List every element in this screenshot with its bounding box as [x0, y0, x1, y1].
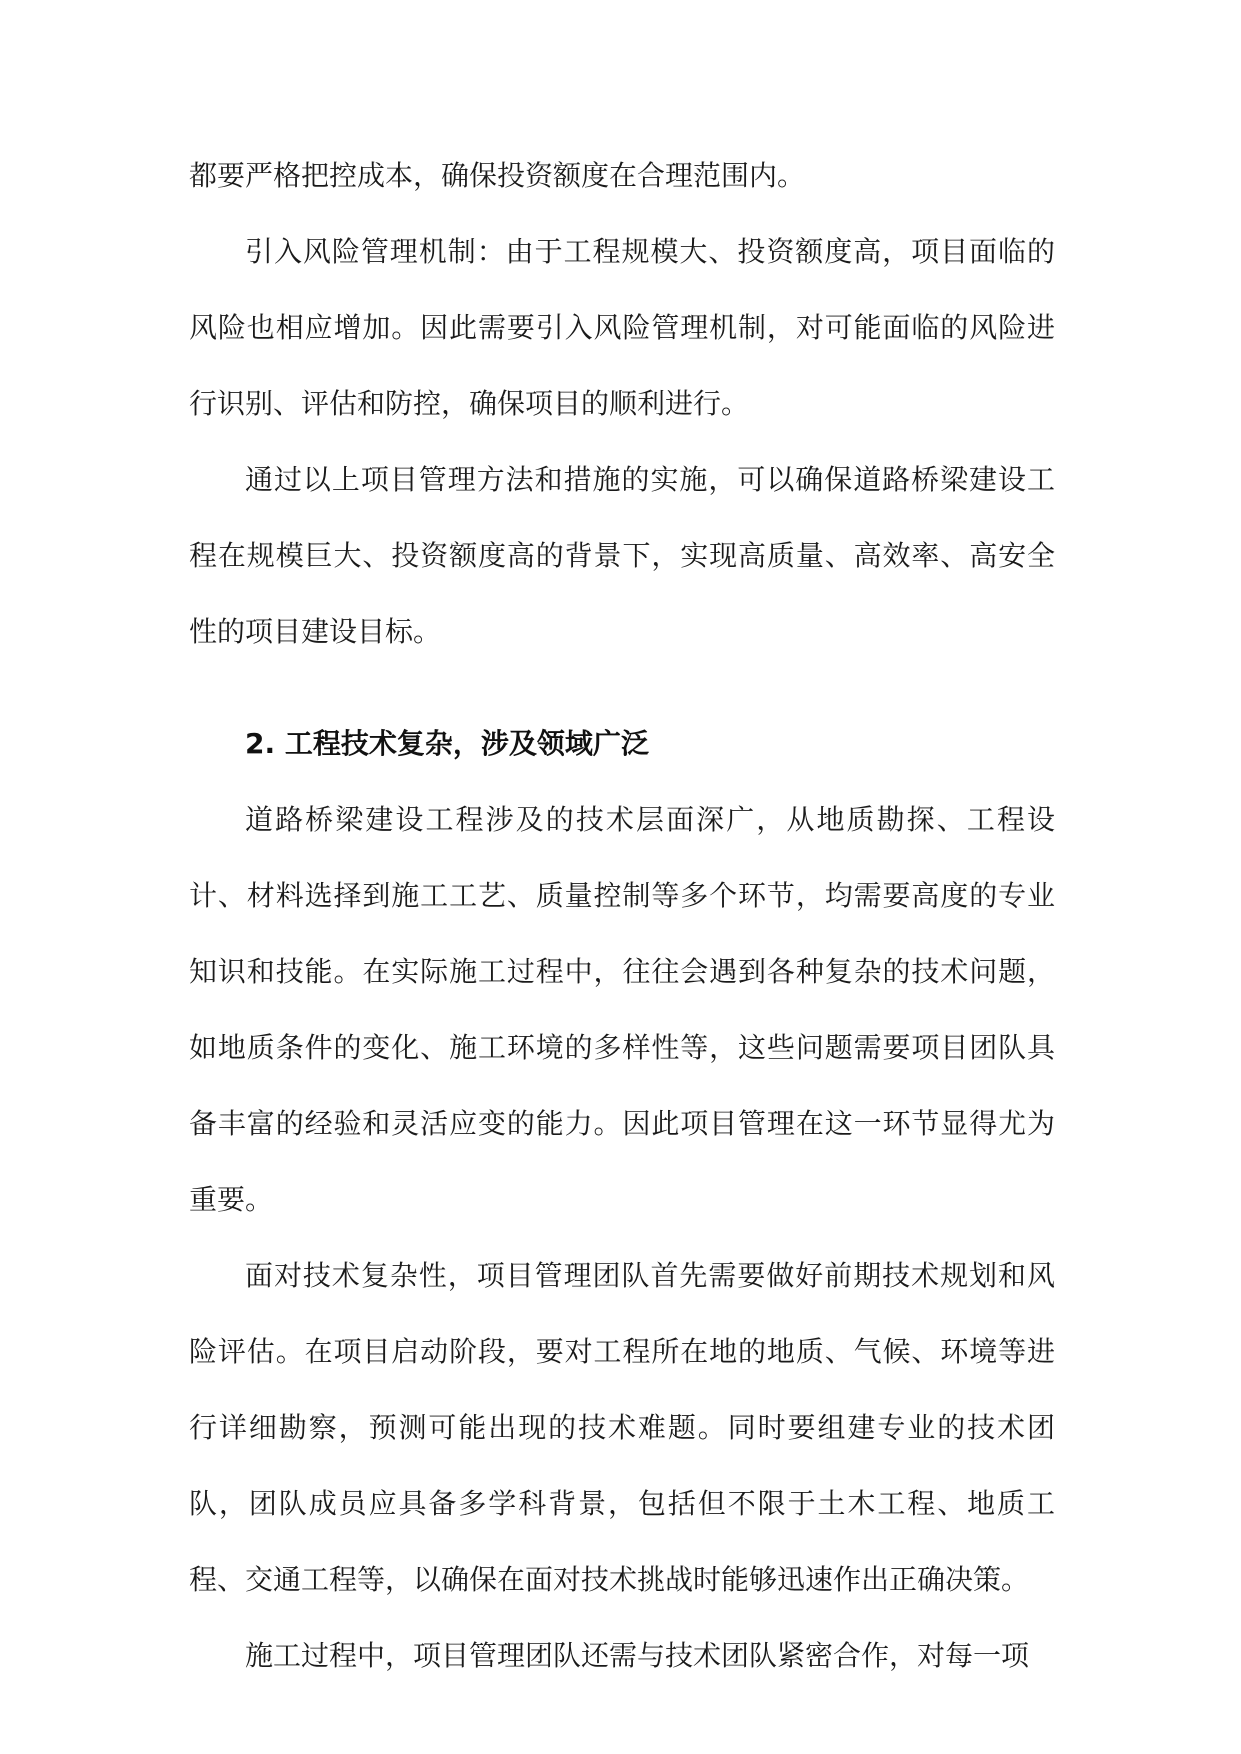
paragraph-risk-management: 引入风险管理机制：由于工程规模大、投资额度高，项目面临的风险也相应增加。因此需要引入风险管理机制，对可能面临的风险进行识别、评估和防控，确保项目的顺利进行。	[189, 235, 1055, 420]
paragraph-technical-planning: 面对技术复杂性，项目管理团队首先需要做好前期技术规划和风险评估。在项目启动阶段，要对工程所在地的地质、气候、环境等进行详细勘察，预测可能出现的技术难题。同时要组建专业的技术团队，团队成员应具备多学科背景，包括但不限于土木工程、地质工程、交通工程等，以确保在面对技术挑战时能够迅速作出正确决策。	[189, 1259, 1055, 1596]
document-body	[189, 138, 1055, 1694]
paragraph-summary: 通过以上项目管理方法和措施的实施，可以确保道路桥梁建设工程在规模巨大、投资额度高的背景下，实现高质量、高效率、高安全性的项目建设目标。	[189, 463, 1055, 648]
section-heading: 2. 工程技术复杂，涉及领域广泛	[245, 727, 649, 760]
paragraph-technical-scope: 道路桥梁建设工程涉及的技术层面深广，从地质勘探、工程设计、材料选择到施工工艺、质量控制等多个环节，均需要高度的专业知识和技能。在实际施工过程中，往往会遇到各种复杂的技术问题，如地质条件的变化、施工环境的多样性等，这些问题需要项目团队具备丰富的经验和灵活应变的能力。因此项目管理在这一环节显得尤为重要。	[189, 803, 1055, 1216]
paragraph-continued: 都要严格把控成本，确保投资额度在合理范围内。	[189, 159, 806, 192]
paragraph-construction-cooperation: 施工过程中，项目管理团队还需与技术团队紧密合作，对每一项	[245, 1639, 1030, 1672]
